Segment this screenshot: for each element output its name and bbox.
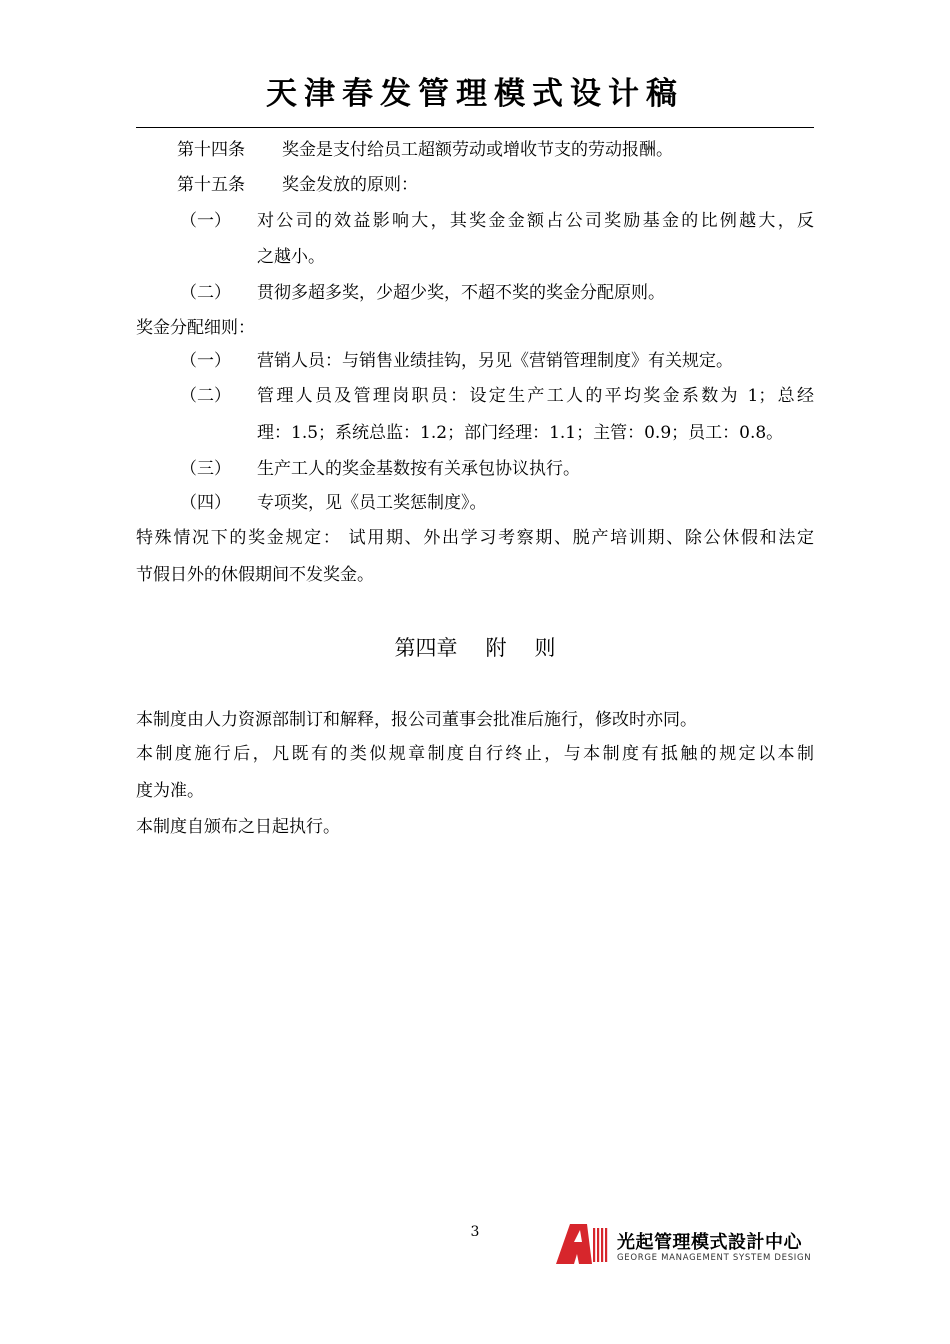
- special-rule-text-cont: 节假日外的休假期间不发奖金。: [136, 565, 374, 585]
- principle-1-number: （一）: [180, 211, 231, 231]
- principle-1-text: 对公司的效益影响大，其奖金金额占公司奖励基金的比例越大，反: [257, 211, 814, 231]
- detail-2-text: 管理人员及管理岗职员：设定生产工人的平均奖金系数为 1；总经: [257, 386, 814, 406]
- chapter-word-1: 附: [485, 636, 507, 660]
- special-rule-text: 特殊情况下的奖金规定： 试用期、外出学习考察期、脱产培训期、除公休假和法定: [136, 528, 814, 548]
- appendix-paragraph-2-cont: 度为准。: [136, 781, 204, 801]
- page-header-title: 天津春发管理模式设计稿: [266, 76, 684, 112]
- chapter-word-2: 则: [534, 636, 556, 660]
- detail-4-number: （四）: [180, 493, 231, 513]
- logo-english-text: GEORGE MANAGEMENT SYSTEM DESIGN: [617, 1253, 812, 1263]
- page-number: 3: [470, 1224, 480, 1240]
- article-15-text: 奖金发放的原则：: [282, 175, 418, 195]
- principle-1-text-cont: 之越小。: [257, 247, 325, 267]
- header-divider: [136, 127, 814, 128]
- detail-section-title: 奖金分配细则：: [136, 318, 255, 338]
- appendix-paragraph-3: 本制度自颁布之日起执行。: [136, 817, 340, 837]
- principle-2-number: （二）: [180, 283, 231, 303]
- article-15-label: 第十五条: [177, 175, 245, 195]
- company-logo: [554, 1222, 816, 1268]
- detail-3-number: （三）: [180, 459, 231, 479]
- detail-2-text-cont: 理：1.5；系统总监：1.2；部门经理：1.1；主管：0.9；员工：0.8。: [257, 423, 784, 443]
- article-14-label: 第十四条: [177, 140, 245, 160]
- logo-chinese-text: 光起管理模式設計中心: [617, 1232, 802, 1253]
- chapter-heading: [0, 632, 950, 662]
- detail-2-number: （二）: [180, 386, 231, 406]
- appendix-paragraph-1: 本制度由人力资源部制订和解释，报公司董事会批准后施行，修改时亦同。: [136, 710, 697, 730]
- detail-4-text: 专项奖，见《员工奖惩制度》。: [257, 493, 487, 513]
- principle-2-text: 贯彻多超多奖，少超少奖，不超不奖的奖金分配原则。: [257, 283, 665, 303]
- detail-1-number: （一）: [180, 351, 231, 371]
- appendix-paragraph-2: 本制度施行后，凡既有的类似规章制度自行终止，与本制度有抵触的规定以本制: [136, 744, 814, 764]
- chapter-label: 第四章: [394, 636, 458, 660]
- article-14-text: 奖金是支付给员工超额劳动或增收节支的劳动报酬。: [282, 140, 673, 160]
- detail-1-text: 营销人员：与销售业绩挂钩，另见《营销管理制度》有关规定。: [257, 351, 733, 371]
- logo-a-icon: [554, 1222, 614, 1266]
- detail-3-text: 生产工人的奖金基数按有关承包协议执行。: [257, 459, 580, 479]
